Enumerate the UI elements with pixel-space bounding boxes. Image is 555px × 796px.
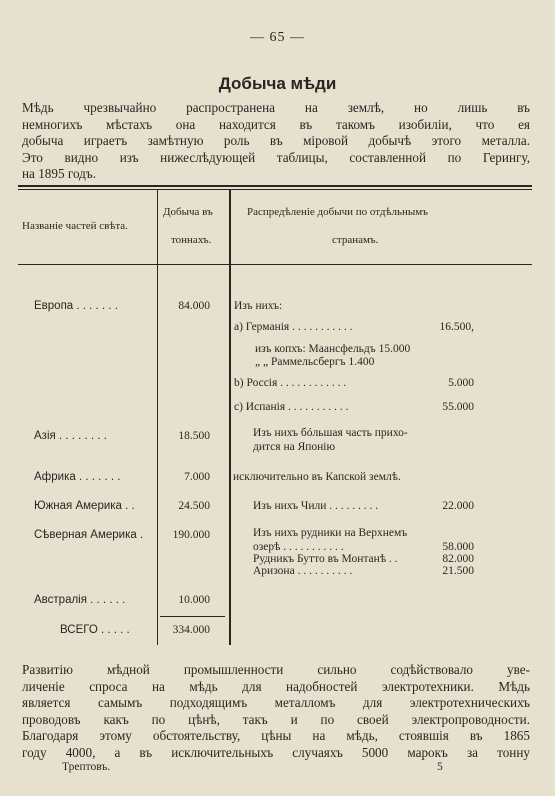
tons-asia: 18.500 [178, 430, 210, 442]
dist-arizona-value: 21.500 [442, 565, 474, 577]
table-header-rule [18, 264, 532, 265]
header-production-unit: тоннахъ. [171, 234, 212, 246]
dist-spain-value: 55.000 [442, 401, 474, 413]
region-south-america: Южная Америка . . [34, 500, 135, 512]
tons-europe: 84.000 [178, 300, 210, 312]
dist-butte-value: 82.000 [442, 553, 474, 565]
tons-north-america: 190.000 [172, 529, 210, 541]
dist-mansfeld: изъ копхъ: Маансфельдъ 15.000 [255, 343, 411, 355]
footer-sheet-number: 5 [437, 761, 443, 773]
dist-africa: исключительно въ Капской землѣ. [233, 471, 401, 483]
dist-europe-head: Изъ нихъ: [234, 300, 283, 312]
header-distribution: Распредѣленіе добычи по отдѣльнымъ [247, 206, 428, 218]
dist-asia-japan: дится на Японію [253, 441, 336, 453]
dist-germany-value: 16.500, [439, 321, 474, 333]
intro-line: немногихъ мѣстахъ она находится въ такомъ изобиліи, что ея [22, 116, 530, 132]
region-australia: Австралія . . . . . . [34, 594, 126, 606]
dist-russia-value: 5.000 [448, 377, 474, 389]
tons-south-america: 24.500 [178, 500, 210, 512]
bottom-line: проводовъ какъ по цѣнѣ, такъ и по своей электропроводности. [22, 711, 530, 727]
header-production: Добыча въ [163, 206, 213, 218]
dist-lake-superior-value: 58.000 [442, 541, 474, 553]
region-asia: Азія . . . . . . . . [34, 430, 107, 442]
intro-line: на 1895 годъ. [22, 166, 96, 181]
table-column-divider [229, 190, 231, 645]
footer-signature: Трептовъ. [62, 761, 111, 773]
bottom-line: является самымъ подходящимъ металломъ для электротехническихъ [22, 695, 530, 710]
dist-germany: а) Германія . . . . . . . . . . . [234, 321, 353, 333]
section-title: Добыча мѣди [218, 74, 337, 93]
bottom-line: Развитію мѣдной промышленности сильно содѣйствовало уве- [22, 662, 530, 677]
table-column-divider [157, 190, 158, 645]
region-africa: Африка . . . . . . . [34, 471, 121, 483]
dist-chile-value: 22.000 [442, 500, 474, 512]
header-regions: Названіе частей свѣта. [22, 220, 128, 232]
total-label: ВСЕГО . . . . . [60, 624, 130, 636]
intro-paragraph [22, 100, 530, 183]
bottom-paragraph [22, 662, 530, 761]
tons-australia: 10.000 [178, 594, 210, 606]
tons-total: 334.000 [172, 624, 210, 636]
dist-butte-montana: Рудникъ Бутто въ Монтанѣ . . [253, 553, 398, 565]
total-rule [160, 616, 225, 617]
intro-line: добыча играетъ замѣтную роль въ міровой добычѣ этого металла. [22, 133, 530, 148]
header-distribution-line2: странамъ. [332, 234, 379, 246]
dist-asia: Изъ нихъ бóльшая часть прихо- [253, 427, 408, 439]
page-number: — 65 — [250, 30, 305, 45]
tons-africa: 7.000 [184, 471, 210, 483]
region-north-america: Сѣверная Америка . [34, 529, 144, 541]
dist-spain: с) Испанія . . . . . . . . . . . [234, 401, 349, 413]
intro-line: Мѣдь чрезвычайно распространена на землѣ, но лишь въ [22, 100, 530, 115]
bottom-line: Благодаря этому обстоятельству, цѣны на мѣдь, стоявшія въ 1865 [22, 728, 530, 743]
dist-arizona: Аризона . . . . . . . . . . [253, 565, 353, 577]
dist-south-america: Изъ нихъ Чили . . . . . . . . . [253, 500, 379, 512]
table-top-rule-thin [18, 189, 532, 190]
bottom-line: году 4000, а въ исключительныхъ случаяхъ 5000 марокъ за тонну [22, 744, 530, 760]
region-europe: Европа . . . . . . . [34, 300, 118, 312]
dist-russia: b) Россія . . . . . . . . . . . . [234, 377, 347, 389]
table-top-rule [18, 185, 532, 187]
dist-rammelsberg: „ „ Раммельсбергъ 1.400 [255, 356, 375, 368]
intro-line: Это видно изъ нижеслѣдующей таблицы, составленной по Герингу, [22, 149, 530, 165]
dist-lake-superior: озерѣ . . . . . . . . . . . [253, 541, 344, 553]
bottom-line: личеніе спроса на мѣдь для надобностей электротехники. Мѣдь [22, 678, 530, 694]
dist-north-america: Изъ нихъ рудники на Верхнемъ [253, 527, 408, 539]
